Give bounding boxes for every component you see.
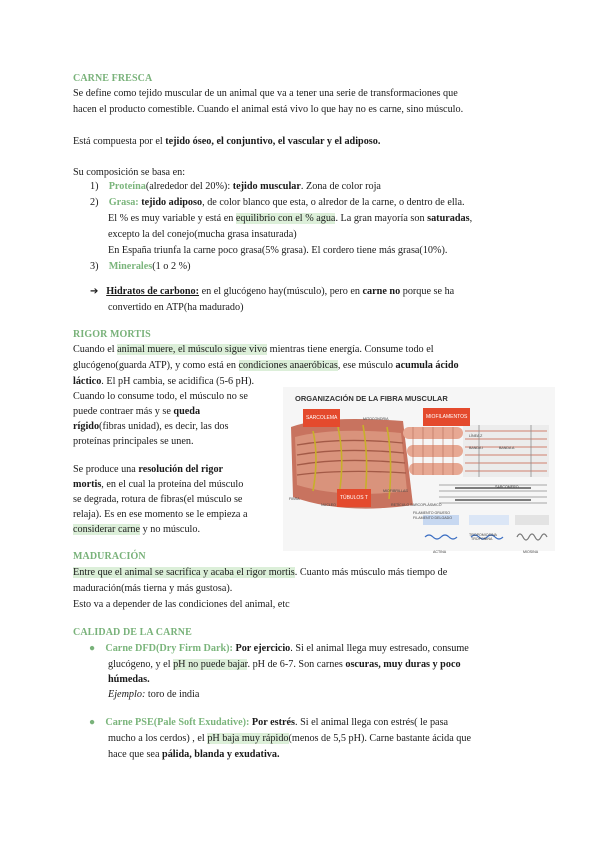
label-troponina: TROPONINA	[471, 537, 493, 541]
list-item-grasa	[90, 195, 465, 211]
rigor-line-6	[73, 419, 229, 435]
text: (menos de 5,5 pH). Carne bastante ácida que	[288, 733, 471, 744]
maduracion-line-3: Esto va a depender de las condiciones del animal, etc	[73, 599, 290, 610]
pse-line-2	[108, 731, 471, 747]
text: Se produce una	[73, 464, 139, 475]
label-filamento-grueso: FILAMENTO GRUESO	[413, 511, 451, 515]
label-tropomiosina: TROPOMIOSINA	[469, 533, 497, 537]
section-title-calidad: CALIDAD DE LA CARNE	[73, 627, 192, 638]
text: ,	[469, 213, 473, 224]
grasa-line-3: excepto la del conejo(mucha grasa insaturada)	[108, 229, 297, 240]
maduracion-line-1	[73, 565, 447, 581]
label-actina: ACTINA	[433, 550, 447, 554]
text: y no músculo.	[140, 524, 201, 535]
label-miofibrillas: MIOFIBRILLAS	[383, 489, 408, 493]
text: . La gran mayoría son	[335, 213, 428, 224]
maduracion-line-2: maduración(más tierna y más gustosa).	[73, 583, 233, 594]
text-bold: pálida, blanda y exudativa.	[162, 749, 280, 760]
highlight: condiciones anaeróbicas	[238, 360, 338, 371]
grasa-line-4: En España triunfa la carne poco grasa(5% grasa). El cordero tiene más grasa(10%).	[108, 245, 448, 256]
text: glucógeno(guarda ATP), y como está en	[73, 360, 239, 371]
dfd-line-3	[108, 672, 150, 688]
highlight: pH baja muy rápido	[207, 733, 289, 744]
list-number: 2)	[90, 197, 99, 208]
text: Está compuesta por el	[73, 136, 166, 147]
label-mitocondria: MITOCONDRIA	[363, 417, 389, 421]
text-bold: oscuras, muy duras y poco	[345, 659, 461, 670]
text: puede contraer más y se	[73, 406, 174, 417]
rigor-line-5	[73, 404, 200, 420]
term-underlined: Hidratos de carbono:	[106, 286, 200, 297]
text: toro de india	[145, 689, 200, 700]
section-title-maduracion: MADURACIÓN	[73, 551, 146, 562]
text: mientras tiene energía. Consume todo el	[267, 344, 434, 355]
text: (alrededor del 20%):	[145, 181, 233, 192]
label-tubulos-t: TÚBULOS T	[337, 489, 371, 507]
dfd-example	[108, 687, 199, 703]
text: . Zona de color roja	[300, 181, 381, 192]
list-number: 3)	[90, 261, 99, 272]
term: Carne DFD(Dry Firm Dark):	[105, 643, 233, 654]
highlight: considerar carne	[73, 524, 141, 535]
text: hace que sea	[108, 749, 163, 760]
rigor-line-1	[73, 342, 434, 358]
label-miosina: MIOSINA	[523, 550, 539, 554]
pse-line-3	[108, 747, 280, 763]
bullet-icon: ●	[89, 717, 96, 728]
label-banda-i: BANDA I	[469, 446, 484, 450]
pse-line-1	[89, 715, 448, 731]
text: Cuando el	[73, 344, 118, 355]
figure-title: ORGANIZACIÓN DE LA FIBRA MUSCULAR	[295, 394, 448, 403]
rigor-line-10: se degrada, rotura de fibras(el músculo se	[73, 494, 243, 505]
text-bold: húmedas.	[108, 674, 150, 685]
text-bold: saturadas	[427, 213, 470, 224]
composition-statement	[73, 134, 380, 150]
highlight: animal muere, el músculo sigue vivo	[117, 344, 268, 355]
text: glucógeno, y el	[108, 659, 174, 670]
text-bold: tejido adiposo	[138, 197, 203, 208]
text: . pH de 6-7. Son carnes	[247, 659, 346, 670]
example-label: Ejemplo:	[108, 689, 146, 700]
intro-line-1: Se define como tejido muscular de un animal que va a tener una serie de transformaciones que	[73, 88, 458, 99]
text-bold: Por estrés	[249, 717, 296, 728]
rigor-line-7: proteínas principales se unen.	[73, 436, 194, 447]
list-item-proteina	[90, 179, 381, 195]
hidratos-line-1	[90, 284, 454, 300]
term: Carne PSE(Pale Soft Exudative):	[105, 717, 250, 728]
composition-intro: Su composición se basa en:	[73, 167, 186, 178]
text: El % es muy variable y está en	[108, 213, 236, 224]
label-miofilamentos: MIOFILAMENTOS	[423, 408, 470, 426]
rigor-line-4: Cuando lo consume todo, el músculo no se	[73, 391, 248, 402]
label-fibra: FIBRA	[289, 497, 300, 501]
rigor-line-12	[73, 522, 200, 538]
muscle-fiber-figure	[283, 387, 555, 554]
text: , de color blanco que esta, o alredor de la carne, o dentro de ella.	[202, 197, 465, 208]
arrow-icon: ➔	[90, 286, 99, 297]
text: en el glucógeno hay(músculo), pero en	[199, 286, 363, 297]
dfd-line-1	[89, 641, 469, 657]
term: Proteína	[108, 181, 146, 192]
rigor-line-9	[73, 477, 243, 493]
dfd-line-2	[108, 657, 461, 673]
section-title-carne-fresca: CARNE FRESCA	[73, 73, 153, 84]
highlight: pH no puede bajar	[173, 659, 248, 670]
term: Grasa:	[108, 197, 139, 208]
text: . Cuanto más músculo más tiempo de	[294, 567, 448, 578]
label-filamento-delgado: FILAMENTO DELGADO	[413, 516, 453, 520]
text-bold: rígido	[73, 421, 100, 432]
rigor-line-11: relaja). Es en ese momento se le empieza a	[73, 509, 248, 520]
text: , ese músculo	[337, 360, 396, 371]
highlight: equilibrio con el % agua	[235, 213, 336, 224]
rigor-line-3	[73, 374, 254, 390]
text-bold: tejido óseo, el conjuntivo, el vascular y el adiposo.	[165, 136, 381, 147]
rigor-line-2	[73, 358, 459, 374]
section-title-rigor-mortis: RIGOR MORTIS	[73, 329, 151, 340]
text: . Si el animal llega con estrés( le pasa	[295, 717, 449, 728]
text: , en el cual la proteína del músculo	[101, 479, 244, 490]
text: (fibras unidad), es decir, las dos	[99, 421, 229, 432]
label-sarcolema: SARCOLEMA	[303, 409, 340, 427]
text: porque se ha	[400, 286, 455, 297]
text-bold: acumula ácido	[395, 360, 459, 371]
text-bold: carne no	[362, 286, 401, 297]
label-nucleo: NUCLEO	[321, 503, 336, 507]
label-reticulo: RETÍCULO SARCOPLÁSMICO	[391, 503, 442, 507]
text-bold: láctico	[73, 376, 102, 387]
label-linea-z: LÍNEA Z	[469, 434, 483, 438]
text-bold: tejido muscular	[232, 181, 301, 192]
list-item-minerales	[90, 259, 190, 275]
text: mucho a los cerdos) , el	[108, 733, 208, 744]
label-banda-a: BANDA A	[499, 446, 515, 450]
text: (1 o 2 %)	[152, 261, 191, 272]
term: Minerales	[108, 261, 153, 272]
text: . Si el animal llega muy estresado, consume	[290, 643, 469, 654]
text-bold: queda	[173, 406, 201, 417]
grasa-line-2	[108, 211, 472, 227]
bullet-icon: ●	[89, 643, 96, 654]
text-bold: resolución del rigor	[138, 464, 224, 475]
highlight: Entre que el animal se sacrifica y acaba el rigor mortis	[73, 567, 295, 578]
hidratos-line-2: convertido en ATP(ha madurado)	[108, 302, 244, 313]
text-bold: Por ejercicio	[232, 643, 291, 654]
text: . El pH cambia, se acidifica (5-6 pH).	[101, 376, 255, 387]
intro-line-2: hacen el producto comestible. Cuando el animal está vivo lo que hay no es carne, sino músculo.	[73, 104, 464, 115]
label-sarcomero: SARCOMERO	[495, 485, 519, 489]
rigor-line-8	[73, 462, 223, 478]
text-bold: mortis	[73, 479, 102, 490]
list-number: 1)	[90, 181, 99, 192]
